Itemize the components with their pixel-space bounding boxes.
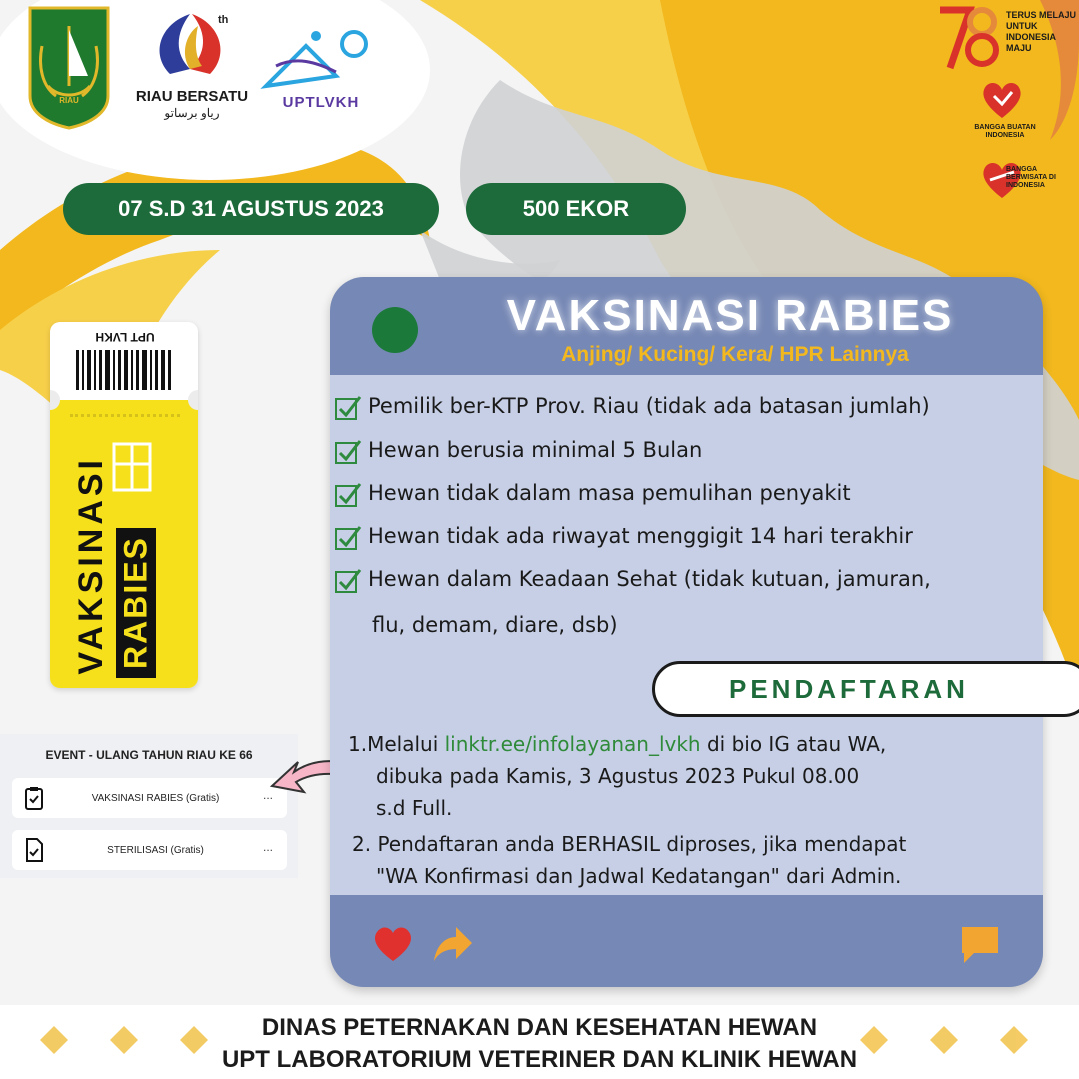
green-dot-icon	[372, 307, 418, 353]
event-item-label: VAKSINASI RABIES (Gratis)	[91, 792, 220, 804]
step-number: 2.	[352, 832, 372, 856]
riau-bersatu-script: رياو برساتو	[164, 106, 220, 120]
bangga-buatan-text: BANGGA BUATAN INDONESIA	[974, 124, 1036, 139]
event-title: EVENT - ULANG TAHUN RIAU KE 66	[45, 748, 253, 762]
requirement-item	[334, 481, 851, 508]
riau-shield-label: RIAU	[59, 96, 79, 105]
footer-line-2: UPT LABORATORIUM VETERINER DAN KLINIK HEWAN	[221, 1046, 858, 1073]
event-panel	[0, 734, 298, 878]
card-subtitle: Anjing/ Kucing/ Kera/ HPR Lainnya	[561, 343, 909, 366]
more-icon[interactable]: ...	[262, 840, 273, 854]
more-icon[interactable]: ...	[262, 788, 273, 802]
check-icon	[334, 395, 362, 421]
ticket-notch-right	[188, 390, 198, 410]
check-icon	[334, 482, 362, 508]
registration-step-2	[352, 828, 1042, 860]
footer-line-1: DINAS PETERNAKAN DAN KESEHATAN HEWAN	[261, 1014, 818, 1041]
step1-pre: Melalui	[367, 732, 445, 756]
event-item-label: STERILISASI (Gratis)	[107, 844, 204, 856]
registration-step-1-line2: dibuka pada Kamis, 3 Agustus 2023 Pukul 08.00	[376, 764, 860, 788]
ticket-notch-left	[50, 390, 60, 410]
card-title: VAKSINASI RABIES	[506, 291, 954, 340]
step1-post: di bio IG atau WA,	[700, 732, 887, 756]
requirement-item	[334, 524, 913, 551]
linktree-link[interactable]: linktr.ee/infolayanan_lvkh	[444, 732, 701, 756]
document-check-icon	[24, 838, 44, 862]
event-item-vaksinasi[interactable]	[12, 778, 287, 818]
registration-step-1	[348, 728, 1038, 760]
registration-step-1-line3: s.d Full.	[376, 796, 453, 820]
uptlvkh-logo	[256, 26, 374, 96]
uptlvkh-text: UPTLVKH	[282, 94, 360, 111]
riau-shield-logo	[28, 6, 110, 130]
hut-ri-78-logo	[936, 2, 1002, 72]
check-icon	[334, 568, 362, 594]
riau-bersatu-sup: th	[218, 14, 229, 26]
ticket-gift-icon	[110, 434, 154, 494]
requirement-item	[334, 394, 930, 421]
check-icon	[334, 525, 362, 551]
requirement-item	[334, 438, 702, 465]
requirement-text: Hewan tidak dalam masa pemulihan penyakit	[368, 481, 851, 505]
date-range-badge: 07 S.D 31 AGUSTUS 2023	[63, 183, 439, 235]
bangga-buatan-heart-logo	[980, 80, 1024, 120]
requirement-text: Pemilik ber-KTP Prov. Riau (tidak ada batasan jumlah)	[368, 394, 930, 418]
requirement-text: Hewan berusia minimal 5 Bulan	[368, 438, 703, 462]
ticket-word-rabies: RABIES	[116, 528, 156, 678]
hut-tagline: TERUS MELAJU UNTUK INDONESIA MAJU	[1006, 10, 1077, 53]
pendaftaran-banner: PENDAFTARAN	[652, 661, 1079, 717]
step-number: 1.	[348, 732, 368, 756]
ticket-perforation	[70, 414, 180, 417]
barcode-icon	[74, 350, 174, 390]
step2-line1: Pendaftaran anda BERHASIL diproses, jika mendapat	[377, 832, 907, 856]
requirement-text: Hewan dalam Keadaan Sehat (tidak kutuan, jamuran,	[368, 567, 931, 591]
requirement-item	[334, 567, 931, 594]
quota-badge: 500 EKOR	[466, 183, 686, 235]
comment-icon[interactable]	[958, 923, 1002, 965]
heart-icon[interactable]	[372, 925, 414, 963]
ticket-word-vaksinasi: VAKSINASI	[72, 456, 110, 675]
clipboard-check-icon	[24, 786, 44, 810]
requirement-text: Hewan tidak ada riwayat menggigit 14 hari terakhir	[368, 524, 913, 548]
event-item-sterilisasi[interactable]	[12, 830, 287, 870]
ticket-top-label: UPT LVKH	[95, 330, 155, 344]
registration-step-2-line2: "WA Konfirmasi dan Jadwal Kedatangan" dari Admin.	[376, 864, 902, 888]
riau-bersatu-text: RIAU BERSATU	[135, 88, 249, 105]
bangga-berwisata-text: BANGGA BERWISATA DI INDONESIA	[1006, 166, 1056, 189]
requirement-continuation: flu, demam, diare, dsb)	[372, 613, 618, 637]
share-icon[interactable]	[432, 925, 474, 963]
check-icon	[334, 439, 362, 465]
